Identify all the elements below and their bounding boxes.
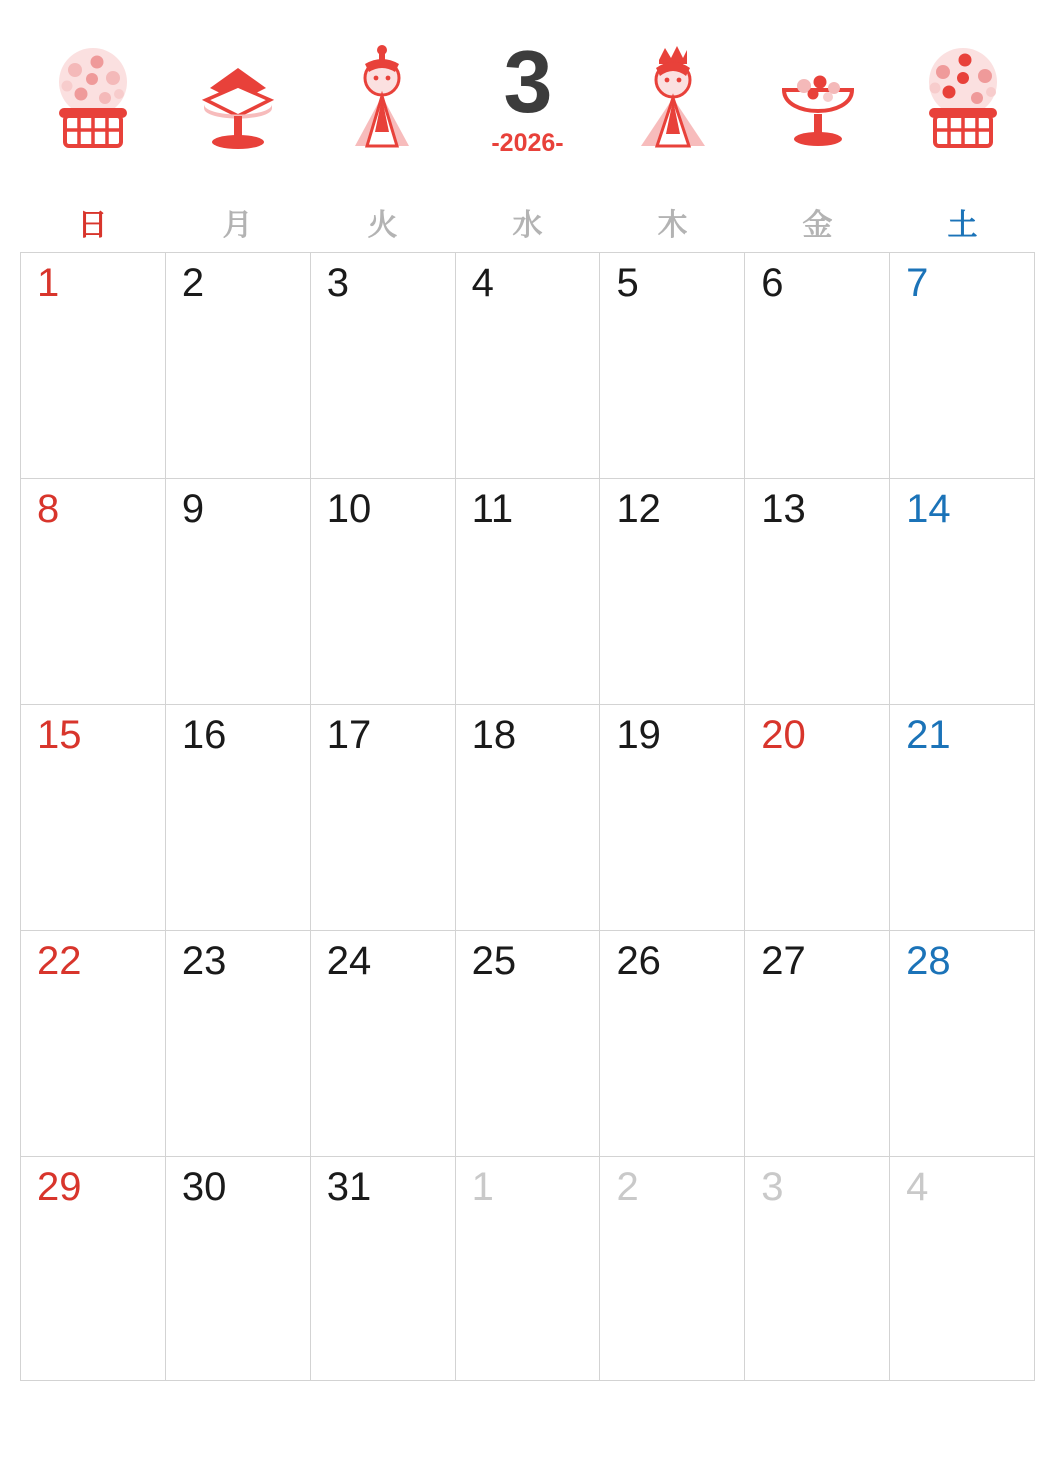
day-number: 3 <box>761 1165 784 1209</box>
calendar-header <box>0 0 1055 200</box>
weekday-header-row <box>20 200 1035 252</box>
day-number: 30 <box>181 1165 227 1209</box>
day-number: 12 <box>616 487 661 531</box>
day-cell[interactable] <box>600 253 745 479</box>
cherry-blossom-basket-icon <box>915 42 1011 158</box>
weekday-friday: 金 <box>802 209 833 242</box>
weekday-saturday: 土 <box>947 209 978 242</box>
calendar-week-row <box>21 253 1035 479</box>
day-number: 20 <box>761 713 806 757</box>
day-number: 1 <box>471 1165 494 1209</box>
day-number: 8 <box>37 487 60 531</box>
day-cell[interactable] <box>456 479 601 705</box>
day-cell[interactable] <box>745 931 890 1157</box>
sakura-sweets-dish-icon <box>770 42 866 158</box>
day-cell[interactable] <box>745 705 890 931</box>
month-number: 3 <box>503 32 552 131</box>
calendar-week-row <box>21 1157 1035 1381</box>
day-number: 1 <box>37 261 60 305</box>
day-number: 9 <box>181 487 205 531</box>
day-number: 23 <box>181 939 227 983</box>
header-cell-2 <box>310 42 455 182</box>
day-cell[interactable] <box>21 705 166 931</box>
day-cell-outside[interactable] <box>456 1157 601 1381</box>
weekday-thursday: 木 <box>657 209 688 242</box>
day-cell[interactable] <box>311 479 456 705</box>
month-title-cell <box>455 32 600 182</box>
day-cell[interactable] <box>166 253 311 479</box>
day-number: 6 <box>761 261 784 305</box>
day-cell[interactable] <box>890 253 1035 479</box>
year-label: -2026- <box>491 128 564 157</box>
hishimochi-rice-cake-icon <box>190 42 286 158</box>
day-cell[interactable] <box>21 479 166 705</box>
header-cell-0 <box>20 42 165 182</box>
weekday-sunday: 日 <box>77 209 108 242</box>
day-number: 21 <box>906 713 951 757</box>
day-cell[interactable] <box>166 931 311 1157</box>
day-cell[interactable] <box>166 1157 311 1381</box>
day-number: 10 <box>326 487 372 531</box>
day-number: 18 <box>471 713 517 757</box>
day-number: 14 <box>906 487 951 531</box>
day-cell-outside[interactable] <box>890 1157 1035 1381</box>
header-icon-row <box>20 32 1035 182</box>
day-cell[interactable] <box>456 931 601 1157</box>
day-cell-outside[interactable] <box>745 1157 890 1381</box>
day-cell[interactable] <box>600 479 745 705</box>
day-cell[interactable] <box>456 705 601 931</box>
weekday-wednesday: 水 <box>512 209 543 242</box>
day-cell[interactable] <box>311 705 456 931</box>
day-cell[interactable] <box>21 253 166 479</box>
day-number: 2 <box>181 261 205 305</box>
day-number: 11 <box>471 487 514 531</box>
day-number: 27 <box>761 939 806 983</box>
hina-empress-doll-icon <box>625 42 721 158</box>
day-number: 26 <box>616 939 661 983</box>
day-cell[interactable] <box>311 931 456 1157</box>
day-number: 16 <box>181 713 227 757</box>
day-cell[interactable] <box>745 479 890 705</box>
header-cell-1 <box>165 42 310 182</box>
day-cell[interactable] <box>21 931 166 1157</box>
day-cell[interactable] <box>600 931 745 1157</box>
day-number: 7 <box>906 261 929 305</box>
day-number: 4 <box>471 261 494 305</box>
calendar-week-row <box>21 705 1035 931</box>
day-number: 29 <box>37 1165 82 1209</box>
day-number: 4 <box>906 1165 929 1209</box>
cherry-blossom-basket-icon <box>45 42 141 158</box>
day-number: 5 <box>616 261 639 305</box>
month-title <box>491 32 564 158</box>
day-cell[interactable] <box>21 1157 166 1381</box>
day-cell[interactable] <box>166 479 311 705</box>
header-cell-4 <box>600 42 745 182</box>
day-number: 2 <box>616 1165 639 1209</box>
header-cell-5 <box>745 42 890 182</box>
day-number: 22 <box>37 939 82 983</box>
day-cell[interactable] <box>890 931 1035 1157</box>
day-cell[interactable] <box>311 253 456 479</box>
header-cell-6 <box>890 42 1035 182</box>
day-number: 31 <box>326 1165 372 1209</box>
day-cell[interactable] <box>600 705 745 931</box>
calendar-week-row <box>21 479 1035 705</box>
weekday-monday: 月 <box>222 209 253 242</box>
day-number: 19 <box>616 713 661 757</box>
day-number: 17 <box>326 713 372 757</box>
day-number: 24 <box>326 939 372 983</box>
day-number: 28 <box>906 939 951 983</box>
day-cell[interactable] <box>456 253 601 479</box>
weekday-tuesday: 火 <box>367 209 398 242</box>
day-cell[interactable] <box>890 705 1035 931</box>
calendar-week-row <box>21 931 1035 1157</box>
day-number: 25 <box>471 939 517 983</box>
day-number: 15 <box>37 713 82 757</box>
day-number: 13 <box>761 487 806 531</box>
day-number: 3 <box>326 261 349 305</box>
day-cell[interactable] <box>166 705 311 931</box>
day-cell[interactable] <box>745 253 890 479</box>
day-cell[interactable] <box>311 1157 456 1381</box>
day-cell[interactable] <box>890 479 1035 705</box>
hina-emperor-doll-icon <box>335 42 431 158</box>
calendar-grid <box>20 252 1035 1381</box>
day-cell-outside[interactable] <box>600 1157 745 1381</box>
